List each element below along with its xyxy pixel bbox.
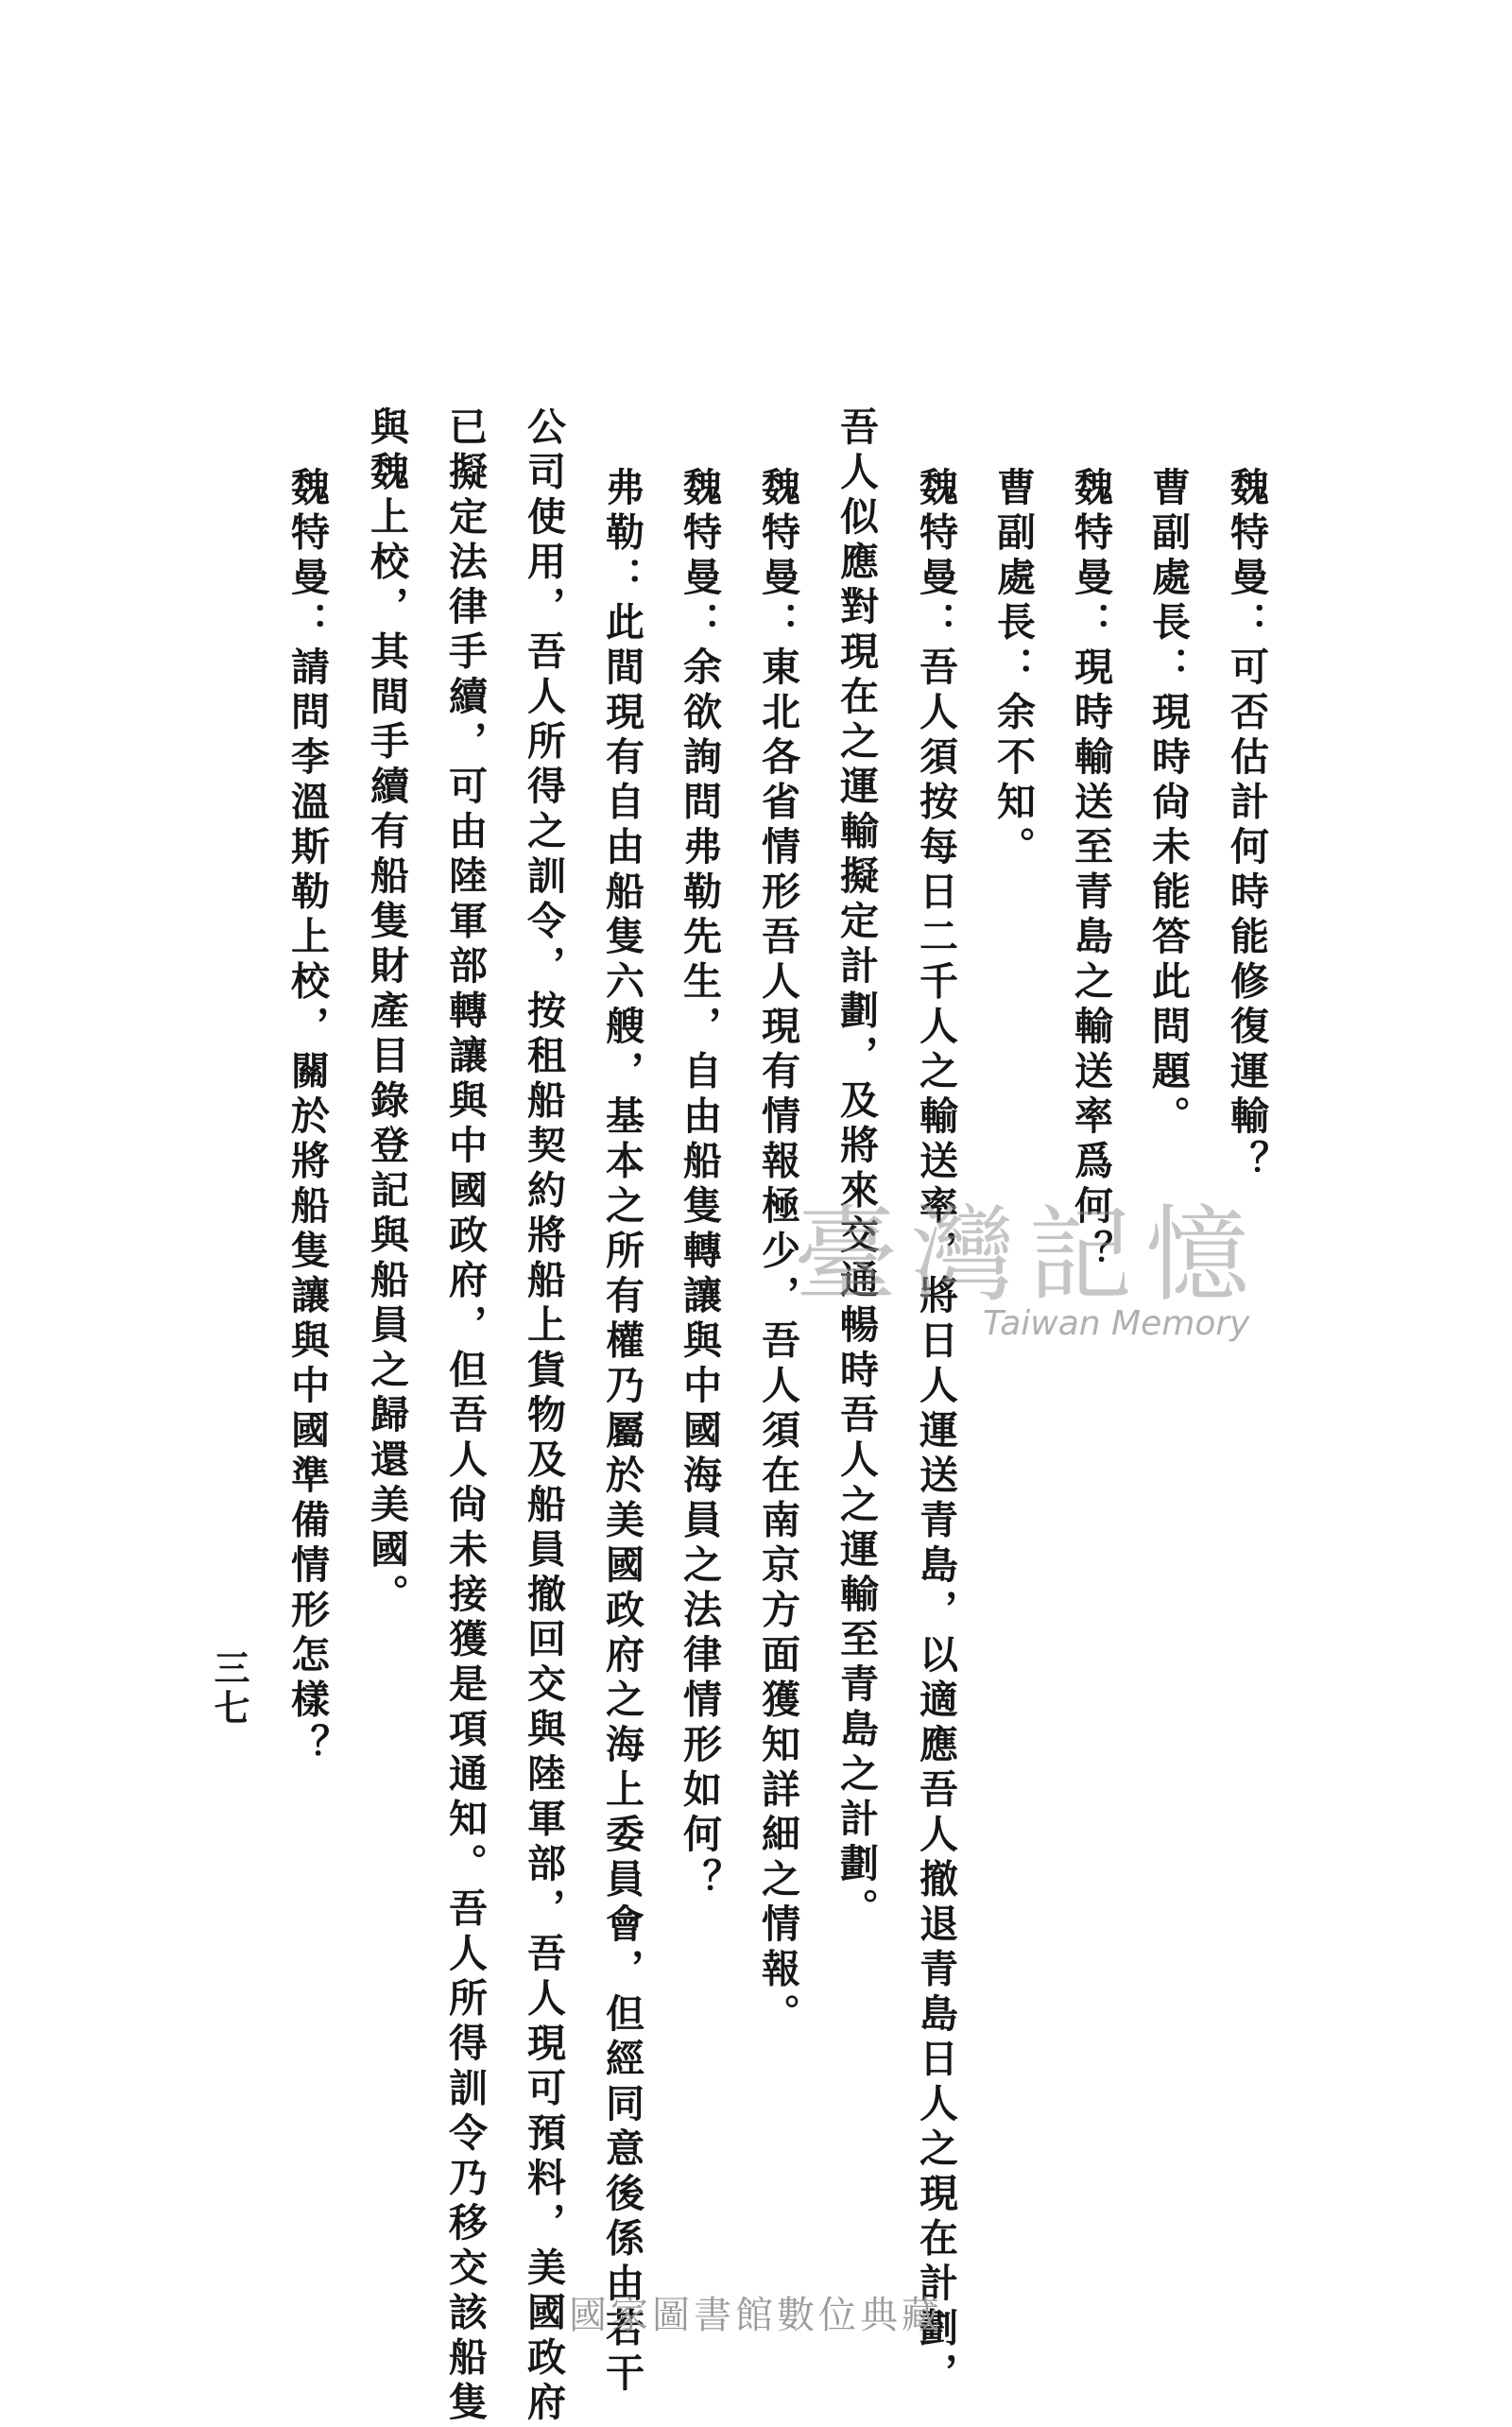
text-column-10: 公司使用，吾人所得之訓令，按租船契約將船上貨物及船員撤回交與陸軍部，吾人現可預料，美國政府: [521, 406, 566, 2427]
text-column-1: 魏特曼：可否估計何時能修復運輸？: [1224, 467, 1269, 1185]
text-column-12: 與魏上校，其間手續有船隻財產目錄登記與船員之歸還美國。: [364, 406, 409, 1619]
watermark-cjk-text: 臺灣記憶: [794, 1195, 1263, 1316]
text-column-5: 魏特曼：吾人須按每日二千人之輸送率，將日人運送青島，以適應吾人撤退青島日人之現在計劃，: [913, 467, 958, 2398]
footer-library-credit: 國家圖書館數位典藏: [569, 2294, 943, 2337]
text-column-3: 魏特曼：現時輸送至青島之輸送率爲何？: [1068, 467, 1113, 1275]
text-column-2: 曹副處長：現時尙未能答此問題。: [1145, 467, 1191, 1141]
text-column-8: 魏特曼：余欲詢問弗勒先生，自由船隻轉讓與中國海員之法律情形如何？: [677, 467, 722, 1903]
text-column-4: 曹副處長：余不知。: [990, 467, 1036, 871]
watermark-en-text: Taiwan Memory: [983, 1304, 1250, 1343]
text-column-6: 吾人似應對現在之運輸擬定計劃，及將來交通暢時吾人之運輸至青島之計劃。: [833, 406, 879, 1933]
taiwan-memory-watermark: [794, 1172, 1285, 1351]
text-column-7: 魏特曼：東北各省情形吾人現有情報極少，吾人須在南京方面獲知詳細之情報。: [755, 467, 800, 2039]
page-number: 三七: [208, 1649, 250, 1729]
text-column-9: 弗勒：此間現有自由船隻六艘，基本之所有權乃屬於美國政府之海上委員會，但經同意後係由若干: [599, 467, 644, 2398]
text-column-11: 已擬定法律手續，可由陸軍部轉讓與中國政府，但吾人尙未接獲是項通知。吾人所得訓令乃移交該船隻: [442, 406, 488, 2427]
text-column-13: 魏特曼：請問李溫斯勒上校，關於將船隻讓與中國準備情形怎樣？: [284, 467, 330, 1769]
